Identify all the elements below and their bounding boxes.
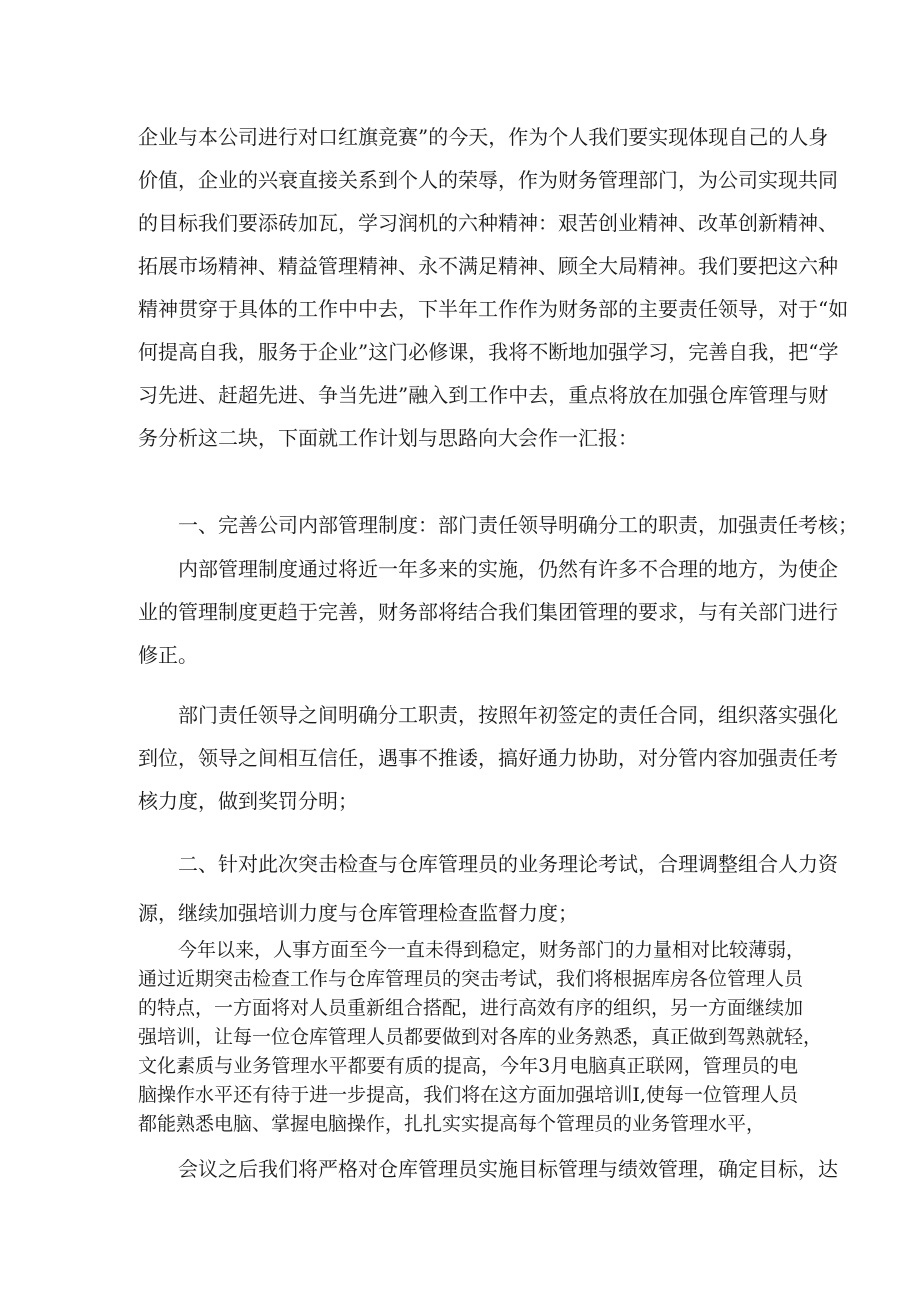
- text-line: 的目标我们要添砖加瓦，学习润机的六种精神：艰苦创业精神、改革创新精神、: [138, 211, 838, 235]
- text-line: 务分析这二块，下面就工作计划与思路向大会作一汇报：: [138, 426, 638, 450]
- text-line: 业的管理制度更趋于完善，财务部将结合我们集团管理的要求，与有关部门进行: [138, 600, 838, 624]
- paragraph-personnel: [138, 936, 823, 1139]
- text-line: 的特点，一方面将对人员重新组合搭配，进行高效有序的组织，另一方面继续加: [138, 997, 804, 1019]
- text-line: 今年以来，人事方面至今一直未得到稳定，财务部门的力量相对比较薄弱，: [178, 939, 806, 961]
- text-line: 到位，领导之间相互信任，遇事不推诿，搞好通力协助，对分管内容加强责任考: [138, 746, 838, 770]
- text-line: 会议之后我们将严格对仓库管理员实施目标管理与绩效管理，确定目标，达: [178, 1157, 838, 1181]
- text-line: 拓展市场精神、精益管理精神、永不满足精神、顾全大局精神。我们要把这六种: [138, 254, 838, 278]
- text-line: 内部管理制度通过将近一年多来的实施，仍然有许多不合理的地方，为使企: [178, 557, 838, 581]
- text-line: 企业与本公司进行对口红旗竞赛”的今天，作为个人我们要实现体现自己的人身: [138, 125, 829, 149]
- text-line: 通过近期突击检查工作与仓库管理员的突击考试，我们将根据库房各位管理人员: [138, 968, 804, 990]
- heading-text: 源，继续加强培训力度与仓库管理检查监督力度；: [138, 901, 578, 925]
- heading-text: 二、针对此次突击检查与仓库管理员的业务理论考试，合理调整组合人力资: [178, 852, 838, 876]
- text-line: 文化素质与业务管理水平都要有质的提高，今年3月电脑真正联网，管理员的电: [138, 1055, 798, 1077]
- text-line: 脑操作水平还有待于进一步提高，我们将在这方面加强培训I,使每一位管理人员: [138, 1084, 798, 1106]
- text-line: 核力度，做到奖罚分明；: [138, 789, 358, 813]
- section-heading-1: [138, 504, 858, 547]
- text-line: 部门责任领导之间明确分工职责，按照年初签定的责任合同，组织落实强化: [178, 703, 838, 727]
- paragraph-intro: [138, 116, 849, 460]
- text-line: 价值，企业的兴衰直接关系到个人的荣辱，作为财务管理部门，为公司实现共同: [138, 168, 838, 192]
- heading-text: 一、完善公司内部管理制度：部门责任领导明确分工的职责，加强责任考核；: [178, 513, 858, 537]
- text-line: 都能熟悉电脑、掌握电脑操作，扎扎实实提高每个管理员的业务管理水平，: [138, 1113, 766, 1135]
- paragraph-responsibility: [138, 694, 838, 823]
- text-line: 习先进、赶超先进、争当先进”融入到工作中去，重点将放在加强仓库管理与财: [138, 383, 829, 407]
- paragraph-meeting: [138, 1148, 838, 1191]
- text-line: 修正。: [138, 643, 198, 667]
- text-line: 强培训，让每一位仓库管理人员都要做到对各库的业务熟悉，真正做到驾熟就轻，: [138, 1026, 823, 1048]
- section-heading-2: [138, 840, 838, 938]
- paragraph-internal-system: [138, 548, 838, 677]
- text-line: 何提高自我，服务于企业”这门必修课，我将不断地加强学习，完善自我，把“学: [138, 340, 839, 364]
- text-line: 精神贯穿于具体的工作中中去，下半年工作作为财务部的主要责任领导，对于“如: [138, 297, 849, 321]
